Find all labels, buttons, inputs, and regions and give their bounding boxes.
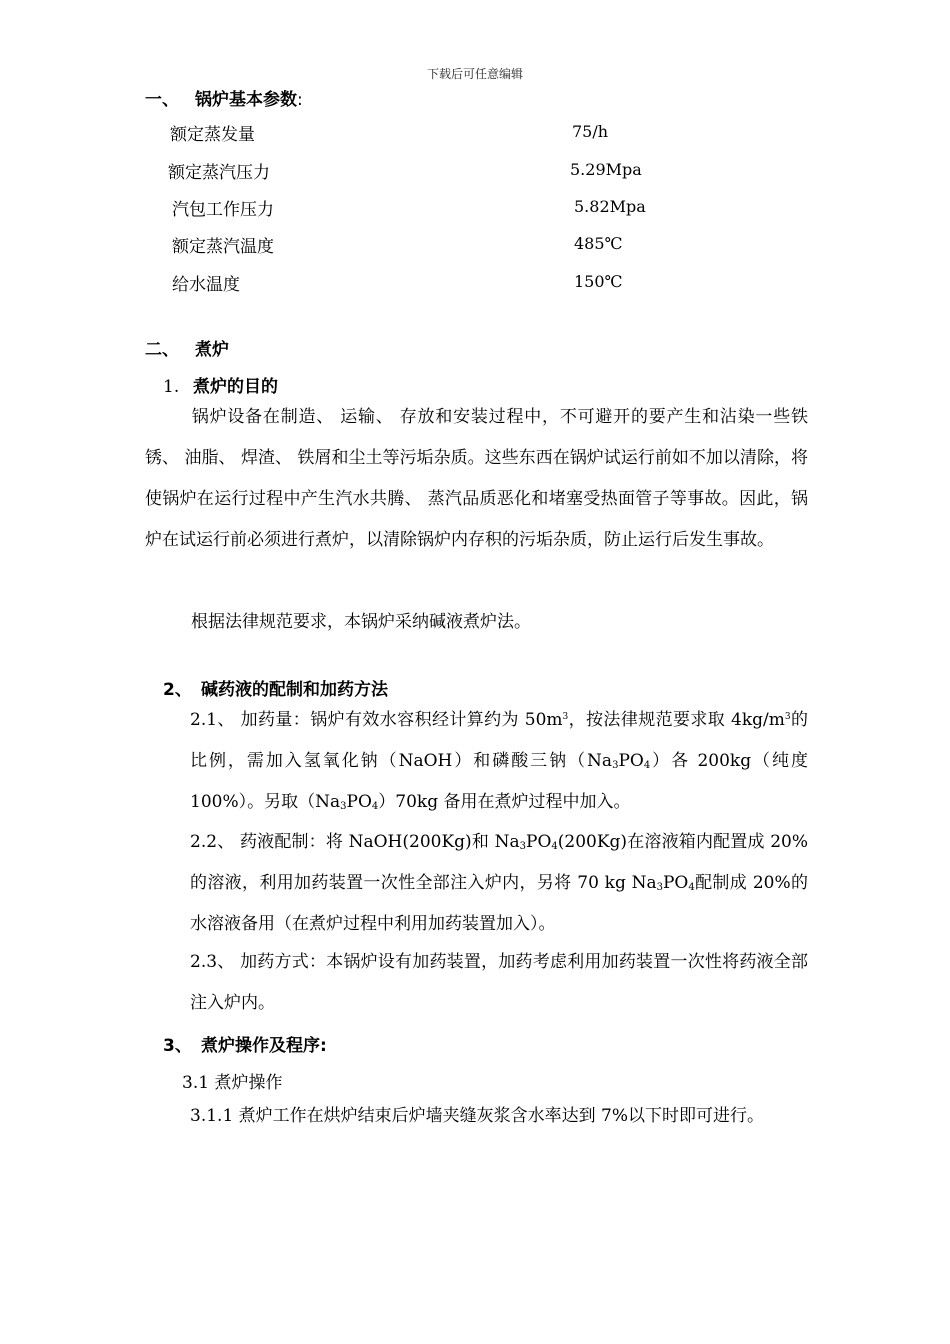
section1-title: 锅炉基本参数 bbox=[195, 90, 297, 110]
method-paragraph: 根据法律规范要求，本锅炉采纳碱液煮炉法。 bbox=[191, 612, 531, 632]
param-label: 额定蒸汽压力 bbox=[168, 163, 270, 183]
item-2-1: 2.1、 加药量：锅炉有效水容积经计算约为 $50m^3$，按法律规范要求取 $4kg/m^3$的比例，需加入氢氧化钠（NaOH）和磷酸三钠$(Na_3PO_4)$各 200kg（纯度 100%）。另取$(Na_3PO_4)70kg$ 备用在煮炉过程中加入。 bbox=[190, 710, 808, 812]
section1-colon: : bbox=[297, 90, 303, 110]
section2-number: 二、 bbox=[145, 340, 179, 360]
purpose-paragraph: 锅炉设备在制造、 运输、 存放和安装过程中，不可避开的要产生和沾染一些铁锈、 油脂、 焊渣、 铁屑和尘土等污垢杂质。这些东西在锅炉试运行前如不加以清除，将使锅炉在运行过程中产生汽水共腾、 蒸汽品质恶化和堵塞受热面管子等事故。因此，锅炉在试运行前必须进行煮炉，以清除锅炉内存积的污垢杂质，防止运行后发生事故。 bbox=[145, 407, 808, 550]
item-2-3: 2.3、 加药方式：本锅炉设有加药装置，加药考虑利用加药装置一次性将药液全部注入炉内。 bbox=[190, 952, 808, 1013]
item-3-1: 3.1 煮炉操作 bbox=[182, 1073, 283, 1093]
param-value: 485℃ bbox=[574, 234, 623, 253]
page-header: 下载后可任意编辑 bbox=[426, 67, 523, 81]
param-value: 5.29Mpa bbox=[570, 160, 642, 179]
subsection3-number: 3、 bbox=[163, 1036, 192, 1056]
param-value: 75/h bbox=[572, 122, 609, 141]
param-label: 额定蒸发量 bbox=[170, 125, 255, 145]
param-label: 额定蒸汽温度 bbox=[172, 237, 274, 257]
param-value: 5.82Mpa bbox=[574, 197, 646, 216]
subsection1-title: 煮炉的目的 bbox=[193, 377, 278, 397]
param-label: 汽包工作压力 bbox=[172, 200, 274, 220]
subsection2-number: 2、 bbox=[163, 680, 192, 700]
item-2-2: 2.2、 药液配制：将 NaOH(200Kg)和 $Na_3PO_4(200Kg)$在溶液箱内配置成 20%的溶液，利用加药装置一次性全部注入炉内，另将 70 kg $Na_3PO_4$配制成 20%的水溶液备用（在煮炉过程中利用加药装置加入）。 bbox=[190, 832, 809, 934]
subsection3-heading bbox=[163, 1031, 327, 1056]
subsection1-heading bbox=[163, 372, 278, 397]
subsection3-title: 煮炉操作及程序: bbox=[201, 1036, 327, 1056]
subsection2-heading bbox=[163, 675, 388, 700]
subsection1-number: 1. bbox=[163, 377, 180, 397]
section2-title: 煮炉 bbox=[195, 340, 229, 360]
param-value: 150℃ bbox=[574, 272, 623, 291]
section2-heading bbox=[145, 335, 229, 360]
item-3-1-1: 3.1.1 煮炉工作在烘炉结束后炉墙夹缝灰浆含水率达到 7%以下时即可进行。 bbox=[190, 1106, 765, 1126]
subsection2-title: 碱药液的配制和加药方法 bbox=[201, 680, 388, 700]
param-label: 给水温度 bbox=[172, 275, 240, 295]
section1-heading bbox=[145, 85, 303, 110]
section1-number: 一、 bbox=[145, 90, 179, 110]
